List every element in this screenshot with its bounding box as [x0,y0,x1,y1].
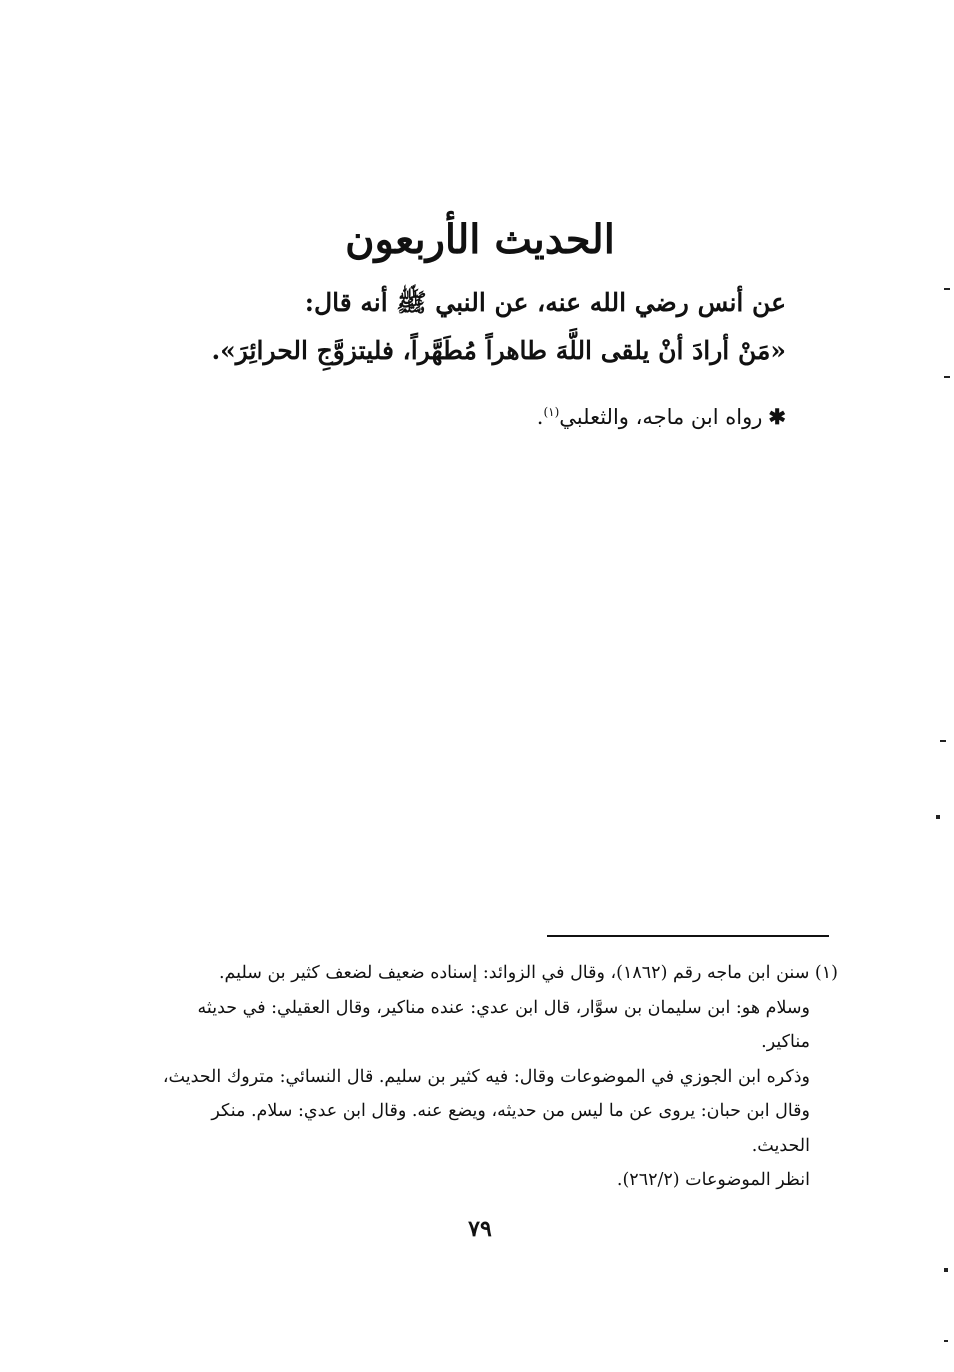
footnote-line: انظر الموضوعات (٢٦٢/٢). [616,1170,810,1190]
scan-mark [940,740,946,742]
scan-mark [944,288,950,290]
footnote-line: الحديث. [751,1135,810,1156]
scan-mark [944,1340,948,1342]
footnote-line: وذكره ابن الجوزي في الموضوعات وقال: فيه كثير بن سليم. قال النسائي: متروك الحديث، [162,1066,810,1087]
source-end: . [536,405,544,429]
hadith-title: الحديث الأربعون [345,216,615,263]
hadith-text: «مَنْ أرادَ أنْ يلقى اللَّهَ طاهراً مُطَهَّراً، فليتزوَّجِ الحرائِرَ». [211,336,786,365]
footnote-separator [547,935,829,937]
scan-mark [944,1268,948,1272]
footnote-line: وسلام هو: ابن سليمان بن سوَّار، قال ابن عدي: عنده مناكير، وقال العقيلي: في حديثه [197,997,810,1018]
star-icon: ✱ [768,404,786,429]
footnote-line: وقال ابن حبان: يروى عن ما ليس من حديثه، ويضع عنه. وقال ابن عدي: سلام. منكر [211,1101,810,1121]
scan-mark [944,376,950,378]
source-text: رواه ابن ماجه، والثعلبي [559,405,763,429]
footnote-reference: (١) [543,405,560,419]
footnotes [148,956,838,1198]
scan-mark [936,815,940,819]
footnote-line: (١) سنن ابن ماجه رقم (١٨٦٢)، وقال في الزوائد: إسناده ضعيف لضعف كثير بن سليم. [218,963,838,983]
footnote-line: مناكير. [761,1032,810,1052]
hadith-intro: عن أنس رضي الله عنه، عن النبي ﷺ أنه قال: [304,288,786,317]
page-number: ٧٩ [468,1216,492,1242]
hadith-source [146,396,786,433]
